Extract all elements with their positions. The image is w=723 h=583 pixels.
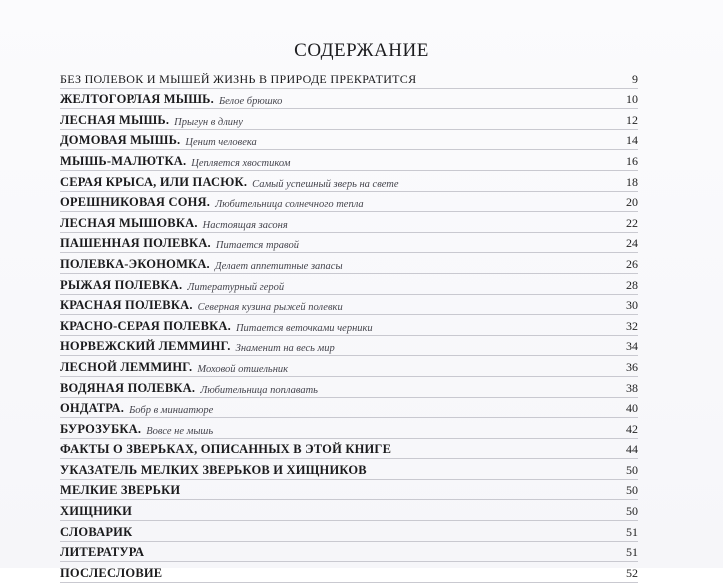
toc-entry-heading: ЛЕСНАЯ МЫШОВКА. (60, 215, 198, 230)
toc-entry (60, 68, 638, 89)
toc-entry-subtitle: Литературный герой (187, 281, 285, 293)
toc-entry-heading: ДОМОВАЯ МЫШЬ. (60, 133, 181, 148)
toc-entry (60, 521, 638, 542)
toc-entry-subtitle: Цепляется хвостиком (191, 157, 291, 169)
toc-entry (60, 377, 638, 398)
toc-entry-subtitle: Знаменит на весь мир (235, 343, 335, 355)
toc-entry (60, 295, 638, 316)
toc-entry-page-number: 24 (626, 236, 638, 251)
toc-entry-subtitle: Вовсе не мышь (146, 425, 214, 437)
toc-entry (60, 192, 638, 213)
toc-entry-heading: ВОДЯНАЯ ПОЛЕВКА. (60, 380, 196, 395)
toc-entry-heading: МЕЛКИЕ ЗВЕРЬКИ (60, 483, 181, 498)
toc-entry (60, 315, 638, 336)
toc-entry-page-number: 44 (626, 442, 638, 457)
toc-entry-heading: ПОСЛЕСЛОВИЕ (60, 565, 163, 580)
page-title: СОДЕРЖАНИЕ (294, 40, 429, 61)
toc-entry-page-number: 38 (626, 380, 638, 395)
toc-entry-heading: КРАСНАЯ ПОЛЕВКА. (60, 298, 193, 313)
toc-entry-page-number: 14 (626, 133, 638, 148)
toc-entry (60, 171, 638, 192)
toc-entry-page-number: 9 (632, 71, 638, 86)
toc-entry-heading: ОРЕШНИКОВАЯ СОНЯ. (60, 195, 211, 210)
toc-entry (60, 109, 638, 130)
toc-entry-heading: СЛОВАРИК (60, 524, 133, 539)
toc-entry-page-number: 16 (626, 153, 638, 168)
toc-entry-page-number: 51 (626, 524, 638, 539)
toc-entry-subtitle: Самый успешный зверь на свете (252, 178, 399, 190)
toc-entry-subtitle: Моховой отшельник (197, 363, 289, 375)
toc-entry (60, 500, 638, 521)
toc-entry-page-number: 36 (626, 359, 638, 374)
toc-entry-heading: РЫЖАЯ ПОЛЕВКА. (60, 277, 183, 292)
toc-entry-heading: СЕРАЯ КРЫСА, ИЛИ ПАСЮК. (60, 174, 248, 189)
toc-entry-page-number: 20 (626, 195, 638, 210)
toc-entry-page-number: 28 (626, 277, 638, 292)
toc-entry-heading: УКАЗАТЕЛЬ МЕЛКИХ ЗВЕРЬКОВ И ХИЩНИКОВ (60, 462, 367, 477)
toc-entry (60, 212, 638, 233)
toc-entry-subtitle: Питается травой (215, 240, 299, 252)
toc-entry (60, 398, 638, 419)
toc-entry (60, 336, 638, 357)
toc-entry-heading: ЛИТЕРАТУРА (60, 545, 145, 560)
toc-entry-heading: МЫШЬ-МАЛЮТКА. (60, 153, 187, 168)
toc-entry-subtitle: Настоящая засоня (202, 219, 288, 231)
toc-entry (60, 459, 638, 480)
toc-entry (60, 89, 638, 110)
toc-entry-subtitle: Любительница солнечного тепла (215, 199, 364, 211)
toc-entry-subtitle: Северная кузина рыжей полевки (197, 302, 343, 314)
toc-entry-heading: ФАКТЫ О ЗВЕРЬКАХ, ОПИСАННЫХ В ЭТОЙ КНИГЕ (60, 442, 392, 457)
toc-entry-page-number: 42 (626, 421, 638, 436)
toc-entry-page-number: 51 (626, 545, 638, 560)
toc-entry-page-number: 34 (626, 339, 638, 354)
toc-entry (60, 130, 638, 151)
toc-entry (60, 150, 638, 171)
toc-entry-page-number: 50 (626, 462, 638, 477)
toc-entry-heading: ЖЕЛТОГОРЛАЯ МЫШЬ. (60, 92, 214, 107)
toc-entry-heading: ПОЛЕВКА-ЭКОНОМКА. (60, 256, 210, 271)
toc-entry-page-number: 32 (626, 318, 638, 333)
toc-entry (60, 562, 638, 583)
toc-entry-heading: ПАШЕННАЯ ПОЛЕВКА. (60, 236, 211, 251)
toc-entry-page-number: 26 (626, 256, 638, 271)
toc-entry-heading: ХИЩНИКИ (60, 504, 133, 519)
toc-entry-heading: БУРОЗУБКА. (60, 421, 142, 436)
toc-entry (60, 418, 638, 439)
toc-entry-page-number: 12 (626, 112, 638, 127)
toc-entry-page-number: 10 (626, 92, 638, 107)
toc-entry (60, 480, 638, 501)
toc-entry-page-number: 18 (626, 174, 638, 189)
toc-entry-subtitle: Прыгун в длину (174, 116, 243, 128)
toc-entry-page-number: 50 (626, 504, 638, 519)
toc-entry-page-number: 50 (626, 483, 638, 498)
toc-entry-heading: НОРВЕЖСКИЙ ЛЕММИНГ. (60, 339, 231, 354)
toc-entry-heading: БЕЗ ПОЛЕВОК И МЫШЕЙ ЖИЗНЬ В ПРИРОДЕ ПРЕКРАТИТСЯ (60, 71, 417, 86)
toc-entry-page-number: 30 (626, 298, 638, 313)
table-of-contents (60, 68, 638, 583)
toc-entry-heading: ЛЕСНАЯ МЫШЬ. (60, 112, 170, 127)
toc-entry-page-number: 52 (626, 565, 638, 580)
toc-entry-heading: КРАСНО-СЕРАЯ ПОЛЕВКА. (60, 318, 231, 333)
toc-entry-subtitle: Белое брюшко (218, 96, 283, 108)
toc-entry-page-number: 22 (626, 215, 638, 230)
toc-entry-subtitle: Бобр в миниатюре (129, 405, 214, 417)
toc-entry (60, 233, 638, 254)
toc-entry-heading: ЛЕСНОЙ ЛЕММИНГ. (60, 359, 193, 374)
toc-entry-subtitle: Любительница поплавать (200, 384, 318, 396)
toc-entry-subtitle: Делает аппетитные запасы (214, 260, 343, 272)
toc-entry-heading: ОНДАТРА. (60, 401, 125, 416)
toc-entry-subtitle: Питается веточками черники (235, 322, 373, 334)
toc-entry-page-number: 40 (626, 401, 638, 416)
toc-entry (60, 356, 638, 377)
toc-entry-subtitle: Ценит человека (185, 137, 257, 149)
toc-entry (60, 274, 638, 295)
toc-entry (60, 542, 638, 563)
toc-entry (60, 439, 638, 460)
toc-entry (60, 253, 638, 274)
